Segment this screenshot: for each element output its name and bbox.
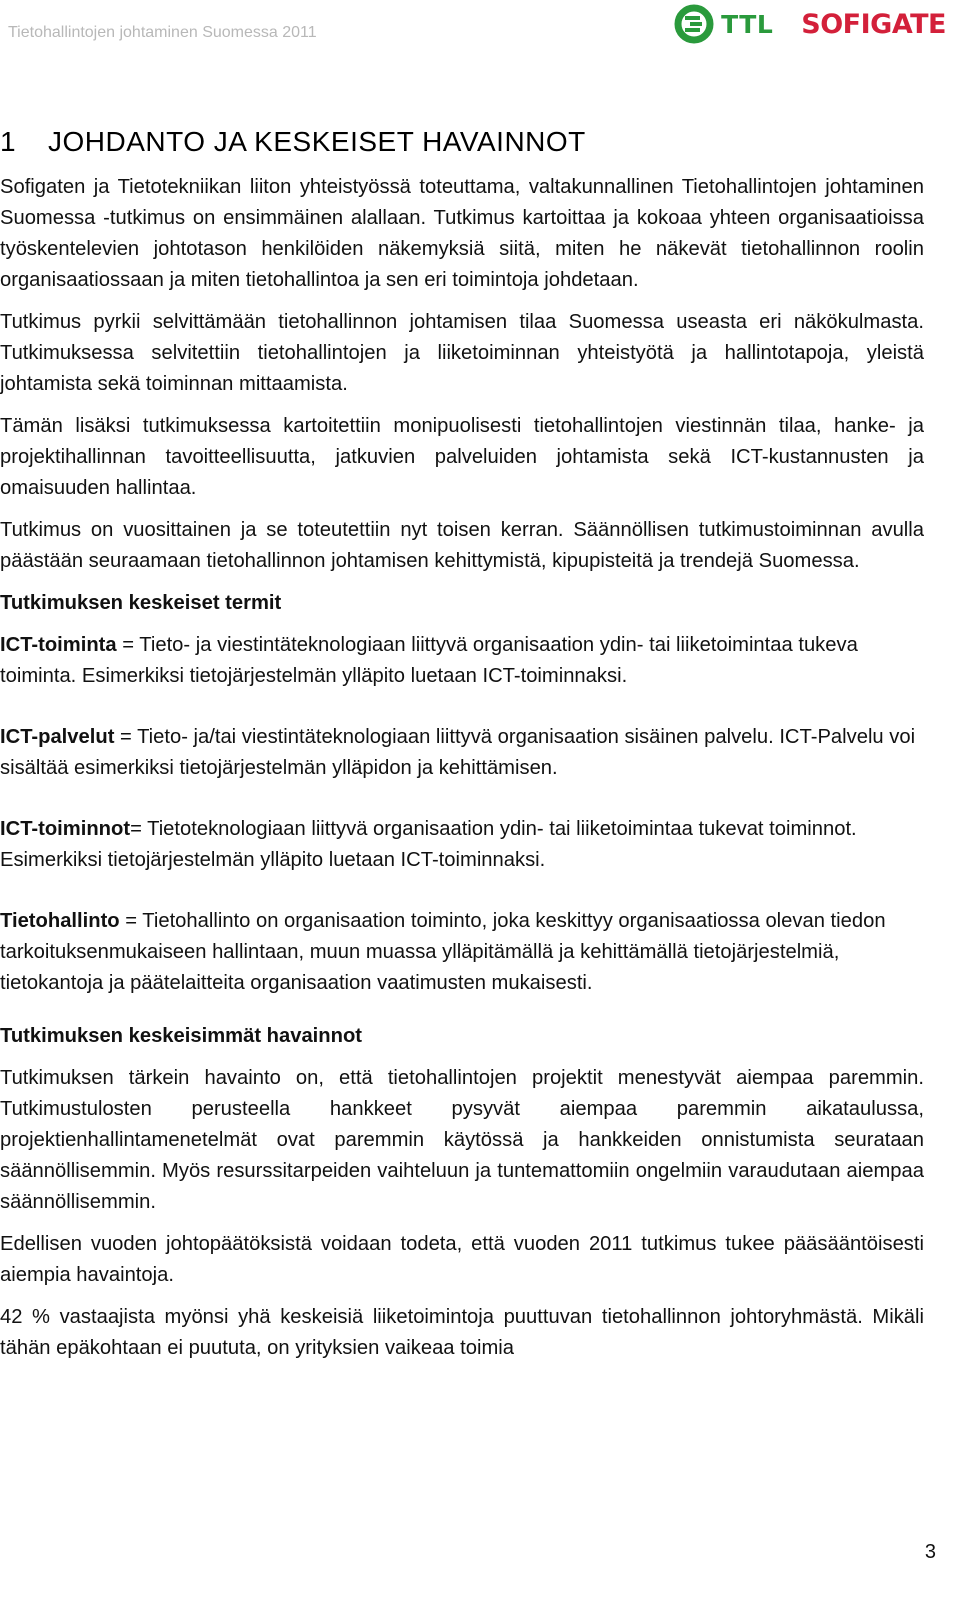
page-content (0, 126, 924, 1375)
ttl-logo-icon (673, 2, 715, 46)
section-title: JOHDANTO JA KESKEISET HAVAINNOT (48, 126, 586, 157)
header-logos (673, 2, 946, 46)
findings-heading: Tutkimuksen keskeisimmät havainnot (0, 1025, 363, 1047)
term-text: = Tietohallinto on organisaation toiminto, joka keskittyy organisaatiossa olevan tiedon tarkoituksenmukaiseen hallintaan, muun muassa ylläpitämällä ja kehittämällä tietojärjestelmiä, tietokantoja ja päätelaitteita organisaation vaatimusten mukaisesti. (0, 910, 886, 994)
running-header-title: Tietohallintojen johtaminen Suomessa 2011 (8, 24, 317, 41)
term-name: Tietohallinto (0, 910, 120, 932)
ttl-logo (673, 2, 773, 46)
ttl-logo-text: TTL (721, 9, 774, 39)
intro-paragraph-1: Sofigaten ja Tietotekniikan liiton yhteistyössä toteuttama, valtakunnallinen Tietohallintojen johtaminen Suomessa -tutkimus on ensimmäinen alallaan. Tutkimus kartoittaa ja kokoaa yhteen organisaatioissa työskentelevien johtotason henkilöiden näkemyksiä siitä, miten he näkevät tietohallinnon roolin organisaatiossaan ja miten tietohallintoa ja sen eri toimintoja johdetaan. (0, 176, 924, 291)
term-name: ICT-toiminnot (0, 818, 131, 840)
intro-paragraph-2: Tutkimus pyrkii selvittämään tietohallinnon johtamisen tilaa Suomessa useasta eri näkökulmasta. Tutkimuksessa selvitettiin tietohallintojen ja liiketoiminnan yhteistyötä ja hallintotapoja, yleistä johtamista sekä toiminnan mittaamista. (0, 311, 924, 395)
term-definition (0, 722, 924, 784)
intro-paragraph-4: Tutkimus on vuosittainen ja se toteutettiin nyt toisen kerran. Säännöllisen tutkimustoiminnan avulla päästään seuraamaan tietohallinnon johtamisen kehittymistä, kipupisteitä ja trendejä Suomessa. (0, 519, 924, 572)
terms-heading: Tutkimuksen keskeiset termit (0, 592, 282, 614)
term-definition (0, 630, 924, 692)
findings-paragraph-3: 42 % vastaajista myönsi yhä keskeisiä liiketoimintoja puuttuvan tietohallinnon johtoryhmästä. Mikäli tähän epäkohtaan ei puututa, on yrityksien vaikeaa toimia (0, 1306, 924, 1359)
section-heading (0, 126, 924, 158)
term-name: ICT-toiminta (0, 634, 117, 656)
page-number: 3 (924, 1541, 936, 1563)
term-text: = Tieto- ja/tai viestintäteknologiaan liittyvä organisaation sisäinen palvelu. ICT-Palvelu voi sisältää esimerkiksi tietojärjestelmän ylläpidon ja kehittämisen. (0, 726, 916, 779)
section-number: 1 (0, 126, 17, 157)
term-definition (0, 814, 924, 876)
term-definition (0, 906, 924, 999)
findings-paragraph-1: Tutkimuksen tärkein havainto on, että tietohallintojen projektit menestyvät aiempaa paremmin. Tutkimustulosten perusteella hankkeet pysyvät aiempaa paremmin aikataulussa, projektienhallintamenetelmät ovat paremmin käytössä ja hankkeiden onnistumista seurataan säännöllisemmin. Myös resurssitarpeiden vaihteluun ja tuntemattomiin ongelmiin varaudutaan aiempaa säännöllisemmin. (0, 1067, 924, 1213)
sofigate-logo: SOFIGATE (801, 8, 946, 40)
intro-paragraph-3: Tämän lisäksi tutkimuksessa kartoitettiin monipuolisesti tietohallintojen viestinnän tilaa, hanke- ja projektihallinnan tavoitteellisuutta, jatkuvien palveluiden johtamista sekä ICT-kustannusten ja omaisuuden hallintaa. (0, 415, 924, 499)
term-text: = Tietoteknologiaan liittyvä organisaation ydin- tai liiketoimintaa tukevat toiminnot. Esimerkiksi tietojärjestelmän ylläpito luetaan ICT-toiminnaksi. (0, 818, 857, 871)
findings-paragraph-2: Edellisen vuoden johtopäätöksistä voidaan todeta, että vuoden 2011 tutkimus tukee pääsääntöisesti aiempia havaintoja. (0, 1233, 924, 1286)
term-text: = Tieto- ja viestintäteknologiaan liittyvä organisaation ydin- tai liiketoimintaa tukeva toiminta. Esimerkiksi tietojärjestelmän ylläpito luetaan ICT-toiminnaksi. (0, 634, 858, 687)
term-name: ICT-palvelut (0, 726, 115, 748)
